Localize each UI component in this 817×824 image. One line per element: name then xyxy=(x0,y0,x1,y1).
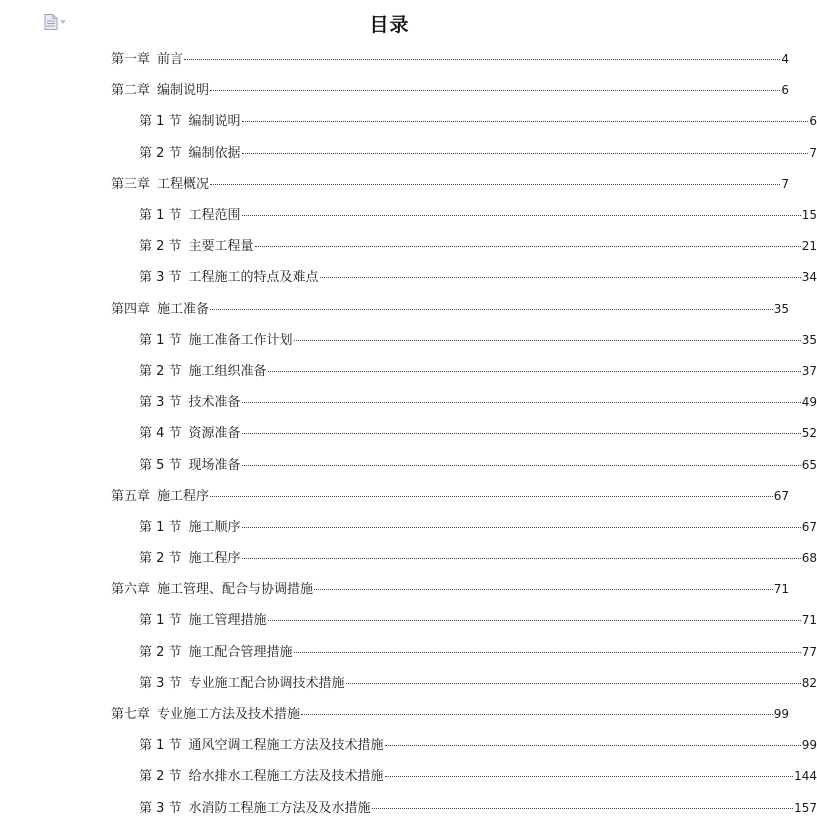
toc-entry-number: 第 5 节 xyxy=(139,457,182,473)
dot-leader xyxy=(242,402,801,403)
toc-page-number: 52 xyxy=(801,426,817,441)
dot-leader xyxy=(242,153,809,154)
toc-section-row[interactable] xyxy=(0,761,817,792)
toc-entry-number: 第 3 节 xyxy=(139,800,182,816)
toc-entry-label: 工程施工的特点及难点 xyxy=(188,270,319,286)
toc-entry-label: 技术准备 xyxy=(188,395,241,411)
dot-leader xyxy=(372,808,794,809)
dot-leader xyxy=(242,558,801,559)
toc-section-row[interactable] xyxy=(0,231,817,262)
dot-leader xyxy=(301,714,773,715)
toc-entry-label: 施工程序 xyxy=(157,488,210,504)
dot-leader xyxy=(210,90,780,91)
toc-entry-number: 第六章 xyxy=(111,582,151,598)
toc-section-row[interactable] xyxy=(0,668,817,699)
toc-entry-label: 资源准备 xyxy=(188,426,241,442)
toc-section-row[interactable] xyxy=(0,356,817,387)
toc-page-number: 35 xyxy=(773,301,789,316)
toc-entry-number: 第 1 节 xyxy=(139,738,182,754)
toc-section-row[interactable] xyxy=(0,512,817,543)
toc-entry-number: 第 2 节 xyxy=(139,363,182,379)
toc-entry-number: 第 1 节 xyxy=(139,519,182,535)
toc-section-row[interactable] xyxy=(0,637,817,668)
toc-page-number: 99 xyxy=(801,738,817,753)
toc-entry-label: 施工准备 xyxy=(157,301,210,317)
toc-chapter-row[interactable] xyxy=(0,574,789,605)
toc-entry-number: 第 1 节 xyxy=(139,208,182,224)
toc-entry-label: 施工管理、配合与协调措施 xyxy=(157,582,314,598)
toc-entry-number: 第 3 节 xyxy=(139,395,182,411)
toc-entry-label: 工程概况 xyxy=(157,176,210,192)
toc-entry-number: 第 2 节 xyxy=(139,644,182,660)
toc-entry-number: 第 3 节 xyxy=(139,270,182,286)
toc-section-row[interactable] xyxy=(0,730,817,761)
toc-page-number: 65 xyxy=(801,457,817,472)
toc-entry-label: 施工管理措施 xyxy=(188,613,267,629)
toc-section-row[interactable] xyxy=(0,793,817,824)
dot-leader xyxy=(294,340,801,341)
toc-page-number: 37 xyxy=(801,363,817,378)
toc-entry-label: 施工程序 xyxy=(188,551,241,567)
toc-section-row[interactable] xyxy=(0,262,817,293)
toc-section-row[interactable] xyxy=(0,605,817,636)
toc-entry-label: 前言 xyxy=(157,52,184,68)
page-title: 目录 xyxy=(369,14,410,36)
toc-entry-number: 第 3 节 xyxy=(139,675,182,691)
toc-entry-number: 第 4 节 xyxy=(139,426,182,442)
toc-section-row[interactable] xyxy=(0,325,817,356)
toc-entry-number: 第四章 xyxy=(111,301,151,317)
toc-page-number: 21 xyxy=(801,239,817,254)
toc-entry-number: 第 2 节 xyxy=(139,551,182,567)
toc-chapter-row[interactable] xyxy=(0,75,789,106)
toc-entry-label: 施工组织准备 xyxy=(188,363,267,379)
toc-entry-number: 第五章 xyxy=(111,488,151,504)
dot-leader xyxy=(314,589,773,590)
toc-page-number: 144 xyxy=(794,769,817,784)
toc-entry-label: 专业施工配合协调技术措施 xyxy=(188,675,345,691)
toc-page-number: 67 xyxy=(801,519,817,534)
toc-entry-label: 施工准备工作计划 xyxy=(188,332,293,348)
toc-entry-label: 编制说明 xyxy=(188,114,241,130)
toc-entry-label: 主要工程量 xyxy=(188,239,254,255)
toc-page-number: 99 xyxy=(773,707,789,722)
dot-leader xyxy=(242,527,801,528)
toc-entry-label: 施工配合管理措施 xyxy=(188,644,293,660)
toc-entry-number: 第一章 xyxy=(111,52,151,68)
toc-entry-label: 专业施工方法及技术措施 xyxy=(157,707,301,723)
toc-section-row[interactable] xyxy=(0,138,817,169)
toc-page-number: 67 xyxy=(773,488,789,503)
dot-leader xyxy=(255,246,801,247)
toc-chapter-row[interactable] xyxy=(0,294,789,325)
toc-page-number: 34 xyxy=(801,270,817,285)
dot-leader xyxy=(294,652,801,653)
dot-leader xyxy=(320,277,801,278)
toc-section-row[interactable] xyxy=(0,449,817,480)
toc-page-number: 6 xyxy=(809,114,817,129)
toc-section-row[interactable] xyxy=(0,200,817,231)
toc-page-number: 71 xyxy=(801,613,817,628)
toc-page-number: 7 xyxy=(809,145,817,160)
toc-entry-label: 现场准备 xyxy=(188,457,241,473)
toc-entry-number: 第 1 节 xyxy=(139,613,182,629)
toc-entry-number: 第二章 xyxy=(111,83,151,99)
toc-entry-label: 水消防工程施工方法及及水措施 xyxy=(188,800,371,816)
dot-leader xyxy=(268,620,801,621)
toc-page-number: 68 xyxy=(801,551,817,566)
toc-page-number: 157 xyxy=(794,800,817,815)
toc-entry-label: 工程范围 xyxy=(188,208,241,224)
toc-page-number: 49 xyxy=(801,395,817,410)
toc-page-number: 71 xyxy=(773,582,789,597)
dot-leader xyxy=(242,465,801,466)
dot-leader xyxy=(385,745,801,746)
toc-entry-label: 编制说明 xyxy=(157,83,210,99)
dot-leader xyxy=(210,309,773,310)
toc-chapter-row[interactable] xyxy=(0,169,789,200)
toc-entry-number: 第 1 节 xyxy=(139,114,182,130)
toc-entry-label: 施工顺序 xyxy=(188,519,241,535)
toc-chapter-row[interactable] xyxy=(0,481,789,512)
toc-entry-label: 编制依据 xyxy=(188,145,241,161)
dot-leader xyxy=(242,433,801,434)
dot-leader xyxy=(385,776,794,777)
table-of-contents xyxy=(0,44,817,824)
toc-section-row[interactable] xyxy=(0,387,817,418)
toc-chapter-row[interactable] xyxy=(0,699,789,730)
toc-entry-label: 通风空调工程施工方法及技术措施 xyxy=(188,738,384,754)
toc-entry-label: 给水排水工程施工方法及技术措施 xyxy=(188,769,384,785)
toc-entry-number: 第三章 xyxy=(111,176,151,192)
toc-entry-number: 第七章 xyxy=(111,707,151,723)
dot-leader xyxy=(346,683,801,684)
toc-page-number: 35 xyxy=(801,332,817,347)
toc-entry-number: 第 2 节 xyxy=(139,239,182,255)
toc-page-number: 15 xyxy=(801,208,817,223)
dot-leader xyxy=(210,184,780,185)
toc-section-row[interactable] xyxy=(0,543,817,574)
toc-entry-number: 第 2 节 xyxy=(139,769,182,785)
toc-page-number: 77 xyxy=(801,644,817,659)
toc-page-number: 7 xyxy=(781,176,789,191)
toc-page-number: 4 xyxy=(781,52,789,67)
dot-leader xyxy=(268,371,801,372)
dot-leader xyxy=(242,121,809,122)
toc-entry-number: 第 2 节 xyxy=(139,145,182,161)
toc-entry-number: 第 1 节 xyxy=(139,332,182,348)
toc-section-row[interactable] xyxy=(0,106,817,137)
toc-chapter-row[interactable] xyxy=(0,44,789,75)
dot-leader xyxy=(184,59,780,60)
dot-leader xyxy=(242,215,801,216)
toc-section-row[interactable] xyxy=(0,418,817,449)
toc-page-number: 6 xyxy=(781,83,789,98)
toc-page-number: 82 xyxy=(801,675,817,690)
dot-leader xyxy=(210,496,773,497)
